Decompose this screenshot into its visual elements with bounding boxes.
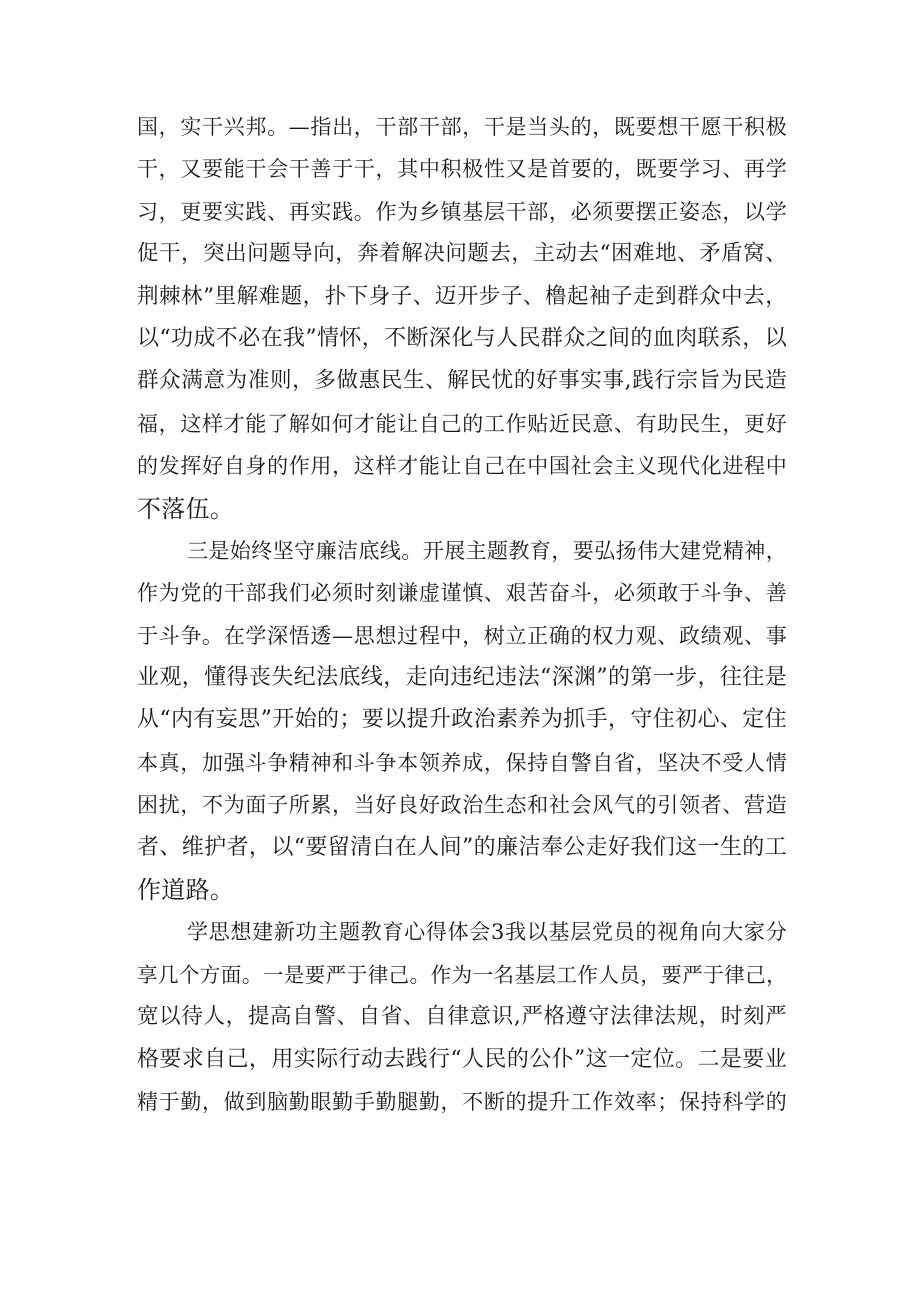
text-line: 习，更要实践、再实践。作为乡镇基层干部，必须要摆正姿态，以学	[137, 199, 787, 224]
paragraph-2	[137, 530, 787, 912]
text-line: 宽以待人，提高自警、自省、自律意识,严格遵守法律法规，时刻严	[137, 1004, 787, 1030]
text-line: 作道路。	[137, 876, 235, 905]
text-line: 群众满意为准则，多做惠民生、解民忧的好事实事,践行宗旨为民造	[137, 368, 787, 394]
text-line: 以“功成不必在我”情怀，不断深化与人民群众之间的血肉联系，以	[137, 325, 787, 351]
text-line: 者、维护者，以“要留清白在人间”的廉洁奉公走好我们这一生的工	[137, 834, 787, 860]
text-line: 促干，突出问题导向，奔着解决问题去，主动去“困难地、矛盾窝、	[137, 241, 787, 267]
text-line: 的发挥好自身的作用，这样才能让自己在中国社会主义现代化进程中	[137, 454, 787, 479]
text-line: 从“内有妄思”开始的；要以提升政治素养为抓手，守住初心、定住	[137, 707, 787, 733]
text-line: 国，实干兴邦。—指出，干部干部，干是当头的，既要想干愿干积极	[137, 115, 787, 139]
document-body	[137, 106, 787, 1123]
text-line: 格要求自己，用实际行动去践行“人民的公仆”这一定位。二是要业	[137, 1046, 787, 1072]
text-line: 福，这样才能了解如何才能让自己的工作贴近民意、有助民生，更好	[137, 411, 787, 436]
text-line: 精于勤，做到脑勤眼勤手勤腿勤，不断的提升工作效率；保持科学的	[137, 1089, 787, 1114]
text-line: 本真，加强斗争精神和斗争本领养成，保持自警自省，坚决不受人情	[137, 750, 787, 775]
text-line: 学思想建新功主题教育心得体会3我以基层党员的视角向大家分	[187, 920, 787, 945]
text-line: 于斗争。在学深悟透—思想过程中，树立正确的权力观、政绩观、事	[137, 623, 787, 648]
text-line: 作为党的干部我们必须时刻谦虚谨慎、艰苦奋斗，必须敢于斗争、善	[137, 581, 787, 606]
paragraph-1	[137, 106, 787, 530]
text-line: 享几个方面。一是要严于律己。作为一名基层工作人员，要严于律己，	[137, 962, 787, 987]
text-line: 干，又要能干会干善于干，其中积极性又是首要的，既要学习、再学	[137, 157, 787, 182]
text-line: 三是始终坚守廉洁底线。开展主题教育，要弘扬伟大建党精神，	[187, 538, 787, 563]
text-line: 不落伍。	[137, 494, 235, 523]
text-line: 荆棘林”里解难题，扑下身子、迈开步子、橹起袖子走到群众中去，	[137, 283, 787, 309]
text-line: 困扰，不为面子所累，当好良好政治生态和社会风气的引领者、营造	[137, 793, 787, 818]
text-line: 业观，懂得丧失纪法底线，走向违纪违法“深渊”的第一步，往往是	[137, 665, 787, 691]
paragraph-3	[137, 911, 787, 1123]
